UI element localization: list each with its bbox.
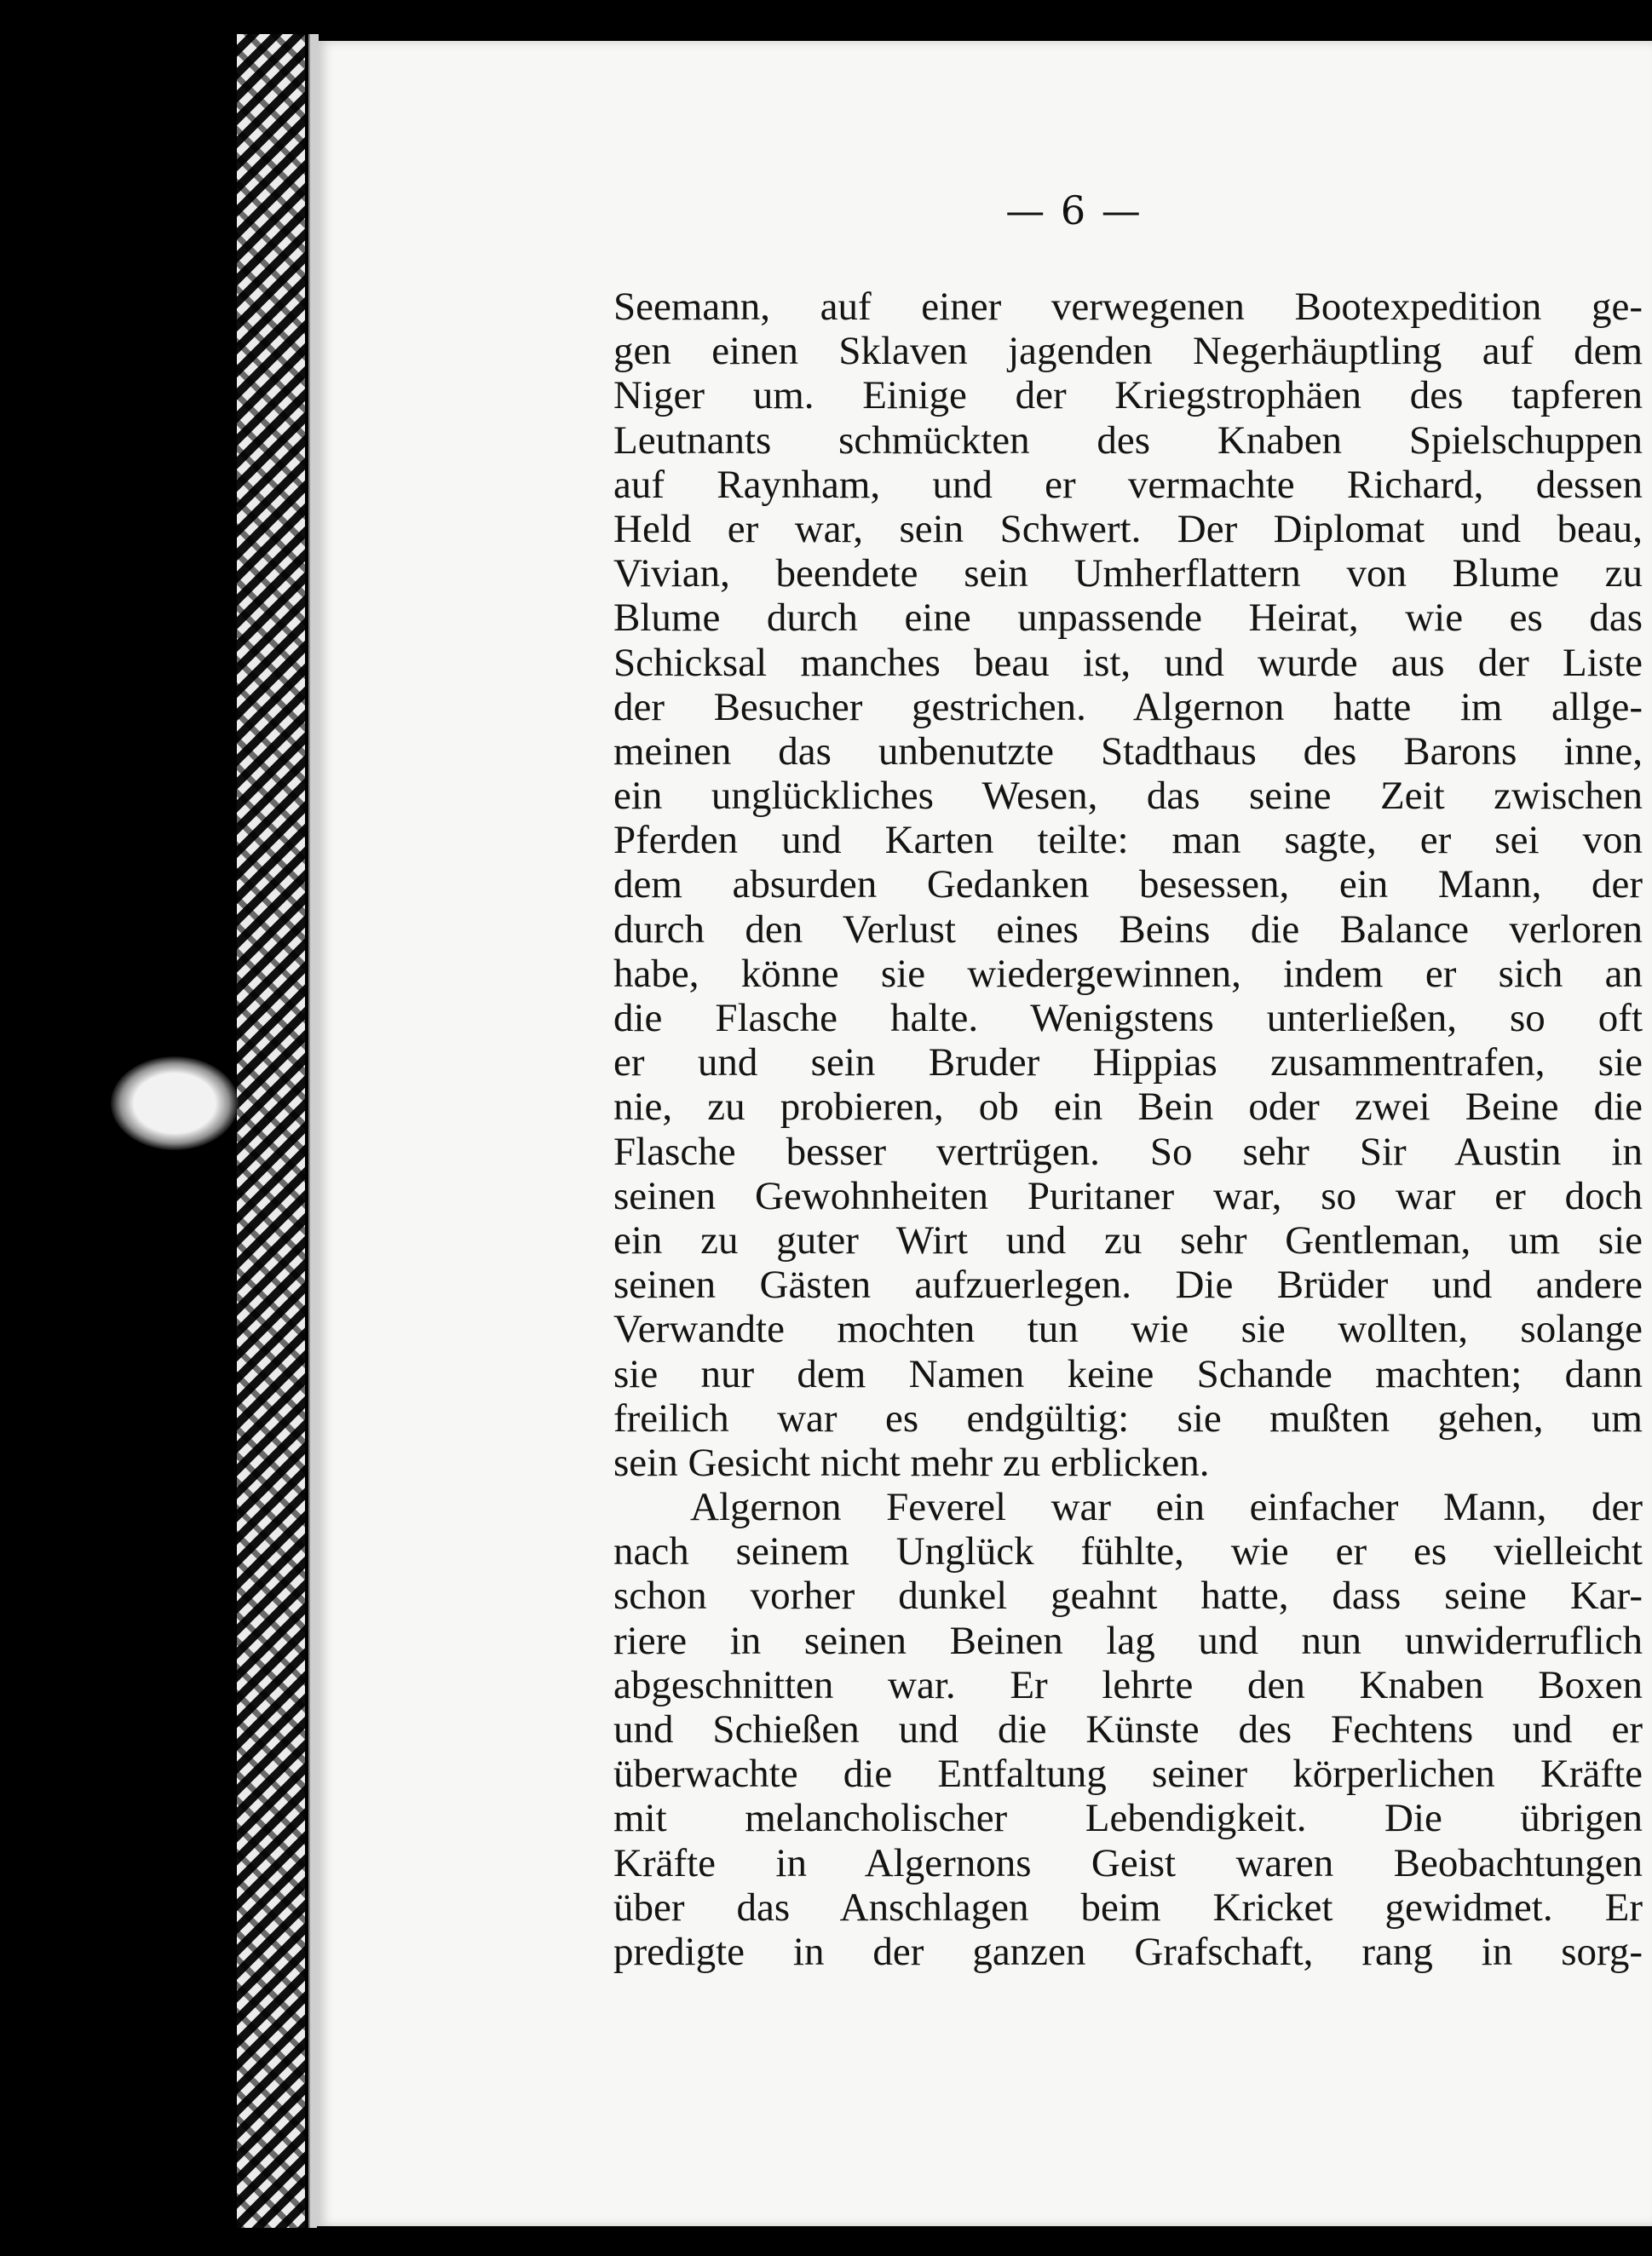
text-line: habe, könne sie wiedergewinnen, indem er sich an [613, 951, 1643, 996]
text-line: Seemann, auf einer verwegenen Bootexpedition ge- [613, 285, 1643, 329]
text-line: Algernon Feverel war ein einfacher Mann, der [690, 1485, 1643, 1530]
text-line: er und sein Bruder Hippias zusammentrafen, sie [613, 1040, 1643, 1085]
text-line: Niger um. Einige der Kriegstrophäen des tapferen [613, 373, 1643, 418]
text-line: abgeschnitten war. Er lehrte den Knaben Boxen [613, 1662, 1643, 1707]
scan-bottom-edge [317, 2226, 1652, 2256]
page-number: — 6 — [1005, 187, 1143, 233]
text-line: der Besucher gestrichen. Algernon hatte im allge- [613, 684, 1643, 729]
text-line: und Schießen und die Künste des Fechtens und er [613, 1707, 1643, 1752]
text-line: auf Raynham, und er vermachte Richard, dessen [613, 462, 1643, 507]
text-line: sein Gesicht nicht mehr zu erblicken. [613, 1440, 1210, 1485]
text-line: Verwandte mochten tun wie sie wollten, solange [613, 1307, 1643, 1352]
text-line: ein unglückliches Wesen, das seine Zeit zwischen [613, 774, 1643, 819]
text-line: gen einen Sklaven jagenden Negerhäuptling auf dem [613, 329, 1643, 374]
text-line: nach seinem Unglück fühlte, wie er es vielleicht [613, 1529, 1643, 1574]
text-line: seinen Gewohnheiten Puritaner war, so war er doch [613, 1173, 1643, 1218]
text-line: überwachte die Entfaltung seiner körperlichen Kräfte [613, 1752, 1643, 1797]
text-line: die Flasche halte. Wenigstens unterließen, so oft [613, 996, 1643, 1040]
text-line: Pferden und Karten teilte: man sagte, er sei von [613, 818, 1643, 863]
text-line: Vivian, beendete sein Umherflattern von Blume zu [613, 551, 1643, 596]
text-line: Blume durch eine unpassende Heirat, wie es das [613, 596, 1643, 641]
text-line: freilich war es endgültig: sie mußten gehen, um [613, 1396, 1643, 1441]
decorative-binding-strip [237, 34, 305, 2228]
text-line: predigte in der ganzen Grafschaft, rang in sorg- [613, 1929, 1643, 1974]
text-line: Kräfte in Algernons Geist waren Beobachtungen [613, 1840, 1643, 1885]
text-line: schon vorher dunkel geahnt hatte, dass seine Kar- [613, 1574, 1643, 1619]
text-line: riere in seinen Beinen lag und nun unwiderruflich [613, 1618, 1643, 1663]
paper-damage-spot [111, 1056, 239, 1150]
book-page [317, 41, 1652, 2226]
text-line: sie nur dem Namen keine Schande machten; dann [613, 1351, 1643, 1396]
text-line: durch den Verlust eines Beins die Balance verloren [613, 906, 1643, 952]
text-line: meinen das unbenutzte Stadthaus des Barons inne, [613, 728, 1643, 774]
text-line: Held er war, sein Schwert. Der Diplomat und beau, [613, 506, 1643, 551]
body-text [613, 285, 1643, 1974]
text-line: dem absurden Gedanken besessen, ein Mann, der [613, 862, 1643, 907]
text-line: seinen Gästen aufzuerlegen. Die Brüder und andere [613, 1263, 1643, 1308]
text-line: Flasche besser vertrügen. So sehr Sir Austin in [613, 1129, 1643, 1174]
text-line: Leutnants schmückten des Knaben Spielschuppen [613, 417, 1643, 463]
text-line: ein zu guter Wirt und zu sehr Gentleman, um sie [613, 1217, 1643, 1263]
text-line: über das Anschlagen beim Kricket gewidmet. Er [613, 1885, 1643, 1930]
text-line: nie, zu probieren, ob ein Bein oder zwei Beine die [613, 1085, 1643, 1130]
text-line: mit melancholischer Lebendigkeit. Die übrigen [613, 1796, 1643, 1841]
text-line: Schicksal manches beau ist, und wurde aus der Liste [613, 640, 1643, 685]
